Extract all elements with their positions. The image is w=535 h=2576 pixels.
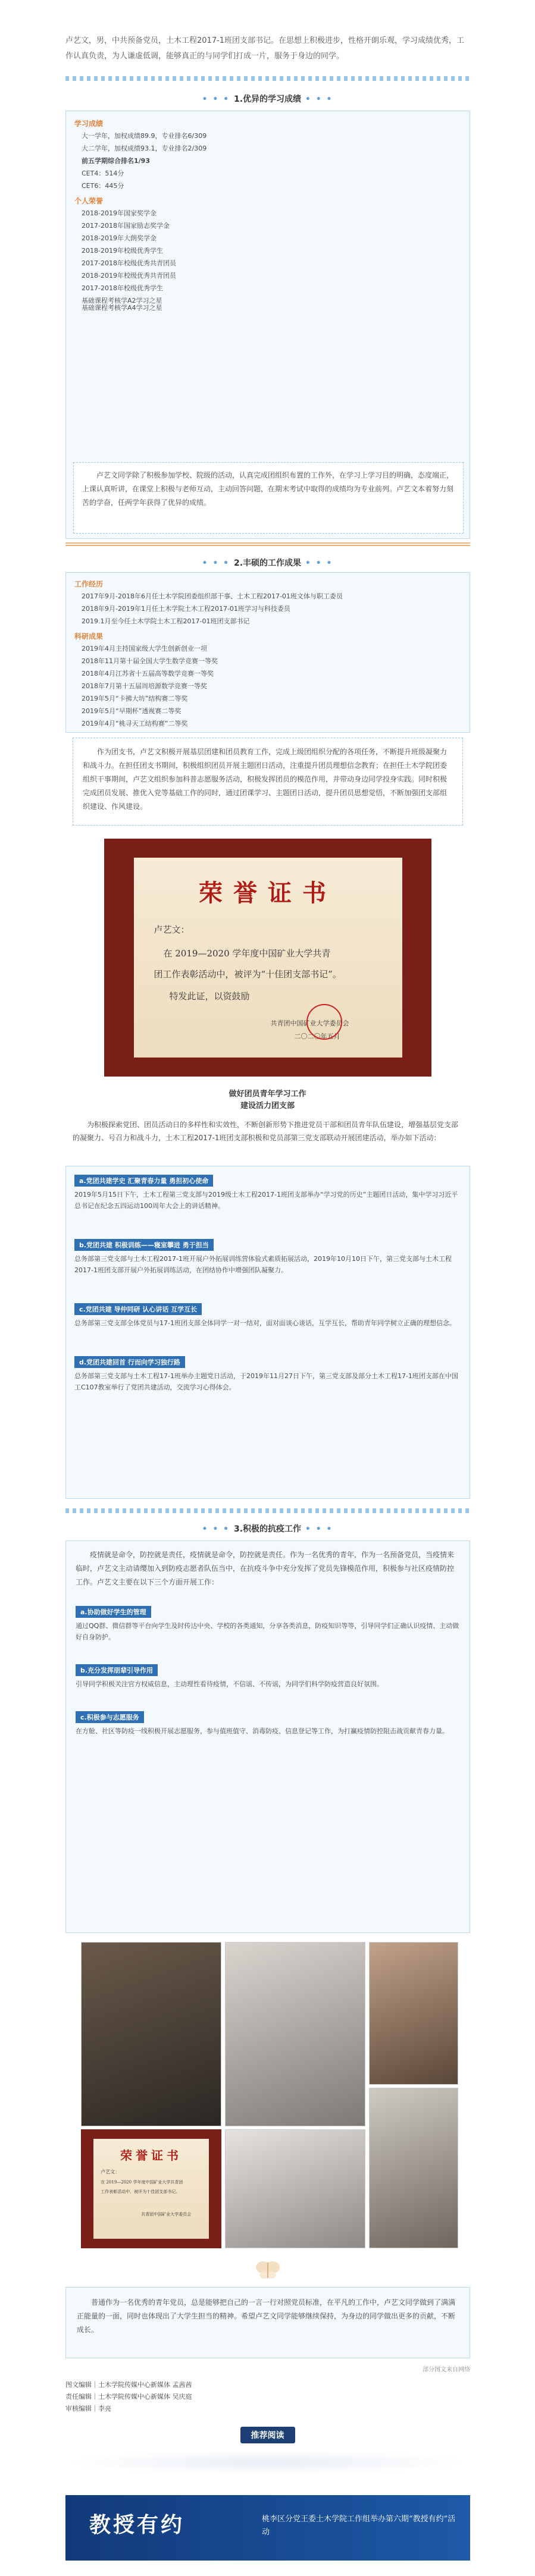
activity-item bbox=[74, 1300, 461, 1329]
section2-panel bbox=[65, 572, 470, 733]
sci-line: 2019年5月“卡拂大坊”结构赛二等奖 bbox=[82, 695, 188, 702]
sci-heading: 科研成果 bbox=[74, 632, 104, 641]
article-title[interactable]: 桃李区分党王委土木学院工作组举办第六期“教授有约”活动 bbox=[262, 2515, 456, 2537]
honor-line: 2018-2019年校级优秀共青团员 bbox=[82, 272, 176, 280]
certificate-paper bbox=[134, 858, 402, 1058]
section3-title: • • • 3.积极的抗疫工作 • • • bbox=[202, 1524, 333, 1534]
study-line: CET6：445分 bbox=[82, 182, 124, 190]
epidemic-heading: c.积极参与志愿服务 bbox=[76, 1711, 144, 1723]
recommend-shadow bbox=[65, 2451, 470, 2474]
certificate-date: 二〇二〇年五月 bbox=[294, 1033, 340, 1040]
certificate-text: 工作表彰活动中，被评为十佳团支部书记。 bbox=[101, 2189, 180, 2194]
epidemic-text: 在方舱、社区等防疫一线积极开展志愿服务，参与值班值守、消毒防疫、信息登记等工作，为打赢疫情防控阻击战贡献青春力量。 bbox=[76, 1727, 449, 1735]
certificate-heading: 荣誉证书 bbox=[199, 879, 337, 907]
volunteer-photo bbox=[369, 2088, 458, 2248]
epidemic-item bbox=[76, 1602, 460, 1643]
credit-line: 责任编辑｜土木学院传媒中心新媒体 吴庆庭 bbox=[65, 2393, 192, 2401]
section2-paragraph-box bbox=[73, 738, 463, 826]
section1-title: • • • 1.优异的学习成绩 • • • bbox=[202, 95, 333, 104]
activity-text: 2019年5月15日下午，土木工程第三党支部与2019级土木工程2017-1班团支部举办“学习党的历史”主题团日活动，集中学习习近平总书记在纪念五四运动100周年大会上的讲话精神。 bbox=[74, 1191, 458, 1210]
section1-paragraph: 卢艺文同学除了积极参加学校、院级的活动，认真完成团组织布置的工作外，在学习上学习目的明确，态度端正，上课认真听讲，在课堂上积极与老师互动，主动回答问题，在期末考试中取得的成绩均为专业前列。卢艺文本着努力刻苦的学奋，任两学年获得了优异的成绩。 bbox=[82, 471, 454, 507]
activity-heading: d.党团共建回首 行而向学习独行路 bbox=[74, 1356, 185, 1368]
study-line: 大二学年，加权成绩93.1，专业排名2/309 bbox=[82, 145, 207, 152]
honor-line: 2017-2018年国家励志奖学金 bbox=[82, 222, 170, 230]
mid-title: 做好团员青年学习工作 建设活力团支部 bbox=[229, 1090, 306, 1110]
volunteer-photo bbox=[81, 1942, 221, 2126]
sci-line: 2018年7月第十五届周培源数学竞赛一等奖 bbox=[82, 682, 207, 690]
credit-line: 图文编辑｜土木学院传媒中心新媒体 孟茜茜 bbox=[65, 2381, 192, 2389]
honor-line: 2018-2019年大朗奖学金 bbox=[82, 234, 157, 242]
study-line: 大一学年，加权成绩89.9，专业排名6/309 bbox=[82, 132, 207, 140]
article-badge: 教授有约 bbox=[89, 2513, 185, 2537]
closing-paragraph: 普通作为一名优秀的青年党员，总是能够把自己的一言一行对照党员标准，在平凡的工作中，卢艺文同学做到了满满正能量的一面，同时也体现出了大学生担当的精神。希望卢艺文同学能够继续保持，为身边的同学做出更多的贡献，不断成长。 bbox=[77, 2298, 456, 2334]
study-heading: 学习成绩 bbox=[74, 120, 104, 128]
epidemic-heading: a.协助做好学生的管理 bbox=[76, 1606, 151, 1618]
recommend-heading bbox=[0, 2427, 535, 2443]
credits bbox=[65, 2379, 192, 2415]
sci-line: 2018年4月江苏省十五届高等数学竞赛一等奖 bbox=[82, 670, 214, 677]
activities-panel bbox=[65, 1166, 470, 1499]
certificate-issuer: 共青团中国矿业大学委员会 bbox=[141, 2212, 192, 2217]
recommend-label: 推荐阅读 bbox=[240, 2427, 295, 2443]
activity-item bbox=[74, 1353, 461, 1393]
certificate-seal-icon bbox=[306, 1004, 342, 1040]
certificate-issuer: 共青团中国矿业大学委员会 bbox=[270, 1019, 349, 1027]
certificate-heading: 荣誉证书 bbox=[120, 2148, 182, 2163]
work-line: 2018年9月-2019年1月任土木学院土木工程2017-01班学习与科技委员 bbox=[82, 605, 290, 613]
wave-divider bbox=[65, 76, 470, 81]
source-note: 部分图文来自网络 bbox=[423, 2367, 470, 2373]
honor-line: 2017-2018年校级优秀共青团员 bbox=[82, 259, 176, 267]
activity-text: 总务部第三党支部与土木工程2017-1班开展户外拓展训练营体验式素质拓展活动，2019年10月10日下午，第三党支部与土木工程2017-1班团支部开展户外拓展训练活动，在团结协作中增强团队凝聚力。 bbox=[74, 1255, 452, 1274]
epidemic-text: 通过QQ群、微信群等平台向学生及时传达中央、学校的各类通知，分享各类消息，防疫知识等等，引导同学们正确认识疫情、主动做好自身防护。 bbox=[76, 1622, 459, 1641]
honor-line: 2018-2019年校级优秀学生 bbox=[82, 247, 163, 255]
section2-title: • • • 2.丰硕的工作成果 • • • bbox=[202, 559, 333, 568]
closing-box bbox=[65, 2287, 470, 2358]
activity-heading: c.党团共建 导仲同研 认心讲话 互学互长 bbox=[74, 1303, 202, 1315]
honor-line: 基础课程考核学A2学习之星 bbox=[82, 297, 162, 305]
activity-heading: b.党团共建 积极训练——寝室攀进 勇于担当 bbox=[74, 1239, 214, 1251]
section2-paragraph: 作为团支书，卢艺文积极开展基层团建和团员教育工作，完成上级团组织分配的各项任务，不断提升班级凝聚力和战斗力。在担任团支书期间，积极组织团员开展主题团日活动，注重提升团员理想信念教育；在担任土木学院团委组织干事期间，卢艺文组织参加科普志愿服务活动，积极发挥团员的模范作用，并带动身边同学投身实践。同时积极完成团员发展、推优入党等基础工作的同时，通过团课学习、主题团日活动，提升团员思想觉悟，不断加强团支部组织建设、作风建设。 bbox=[83, 748, 448, 811]
study-line: 前五学期综合排名1/93 bbox=[82, 157, 150, 165]
activity-text: 总务部第三党支部与土木工程17-1班举办主题党日活动，于2019年11月27日下午，第三党支部及部分土木工程17-1班团支部在中国工C107教室举行了党团共建活动，交流学习心得体会。 bbox=[74, 1372, 458, 1391]
activity-item bbox=[74, 1235, 461, 1276]
activity-item bbox=[74, 1171, 461, 1212]
certificate-image bbox=[104, 839, 431, 1077]
certificate-image bbox=[81, 2129, 221, 2248]
certificate-name: 卢艺文： bbox=[154, 924, 190, 935]
activity-heading: a.党团共建学史 汇聚青春力量 勇担初心使命 bbox=[74, 1175, 213, 1187]
certificate-name: 卢艺文： bbox=[101, 2169, 120, 2175]
certificate-text: 特发此证，以资鼓励 bbox=[169, 991, 250, 1002]
certificate-text: 在 2019—2020 学年度中国矿业大学共青团 bbox=[101, 2180, 183, 2185]
sci-line: 2019年4月“桃寻天工结构赛”二等奖 bbox=[82, 720, 188, 727]
epidemic-item bbox=[76, 1708, 460, 1737]
recommended-article-link[interactable] bbox=[65, 2495, 470, 2561]
epidemic-item bbox=[76, 1661, 460, 1690]
intro-paragraph: 卢艺文，男，中共预备党员，土木工程2017-1班团支部书记。在思想上积极进步，性格开朗乐观，学习成绩优秀，工作认真负责，为人谦虚低调，能够真正的与同学们打成一片，服务于身边的同学。 bbox=[65, 36, 465, 61]
sci-line: 2019年4月主持国家级大学生创新创业一项 bbox=[82, 645, 207, 652]
mid-intro: 为积极探索党团、团员活动日的多样性和实效性，不断创新形势下推进党员干部和团员青年队伍建设，增强基层党支部的凝聚力、号召力和战斗力，土木工程2017-1班团支部积极和党员部第三党支部联动开展团建活动，举办如下活动： bbox=[73, 1121, 459, 1142]
honor-line: 基础课程考核学A4学习之星 bbox=[82, 304, 162, 312]
volunteer-photo bbox=[369, 1942, 458, 2085]
section3-paragraph: 疫情就是命令，防控就是责任，疫情就是命令，防控就是责任。作为一名优秀的青年，作为一名预备党员，当疫情来临时，卢艺文主动请缨加入到防疫志愿者队伍当中，在抗疫斗争中充分发挥了党员先锋模范作用，积极参与社区疫情防控工作。卢艺文主要在以下三个方面开展工作： bbox=[76, 1551, 455, 1586]
credit-line: 审核编辑｜李亮 bbox=[65, 2405, 111, 2412]
honor-line: 2018-2019年国家奖学金 bbox=[82, 209, 157, 217]
wave-divider bbox=[65, 1508, 470, 1513]
epidemic-heading: b.充分发挥朋辈引导作用 bbox=[76, 1664, 158, 1676]
section1-panel bbox=[65, 111, 470, 539]
section1-paragraph-box bbox=[73, 462, 464, 534]
work-line: 2017年9月-2018年6月任土木学院团委组织部干事、土木工程2017-01班文体与职工委员 bbox=[82, 592, 343, 600]
study-list bbox=[66, 111, 471, 314]
honor-line: 2017-2018年校级优秀学生 bbox=[82, 284, 163, 292]
certificate-text: 团工作表彰活动中，被评为“十佳团支部书记”。 bbox=[154, 969, 342, 980]
sci-line: 2018年11月第十届全国大学生数学竞赛一等奖 bbox=[82, 657, 218, 665]
activity-text: 总务部第三党支部全体党员与17-1班团支部全体同学一对一结对，面对面谈心谈话，互学互长，帮助青年同学树立正确的理想信念。 bbox=[74, 1319, 456, 1327]
certificate-paper bbox=[93, 2139, 209, 2239]
sci-line: 2019年5月“早期杯”透视赛二等奖 bbox=[82, 707, 182, 715]
work-heading: 工作经历 bbox=[74, 580, 104, 588]
honor-heading: 个人荣誉 bbox=[74, 197, 104, 205]
butterfly-icon bbox=[255, 2259, 281, 2280]
section3-panel bbox=[65, 1540, 470, 1933]
volunteer-photo bbox=[225, 2129, 365, 2248]
study-line: CET4：514分 bbox=[82, 170, 124, 177]
epidemic-text: 引导同学积极关注官方权威信息，主动理性看待疫情，不信谣、不传谣，为同学们科学防疫营造良好氛围。 bbox=[76, 1680, 383, 1688]
bar-divider bbox=[65, 542, 470, 546]
certificate-text: 在 2019—2020 学年度中国矿业大学共青 bbox=[163, 948, 331, 959]
volunteer-photo bbox=[225, 1942, 365, 2126]
work-line: 2019.1月至今任土木学院土木工程2017-01班团支部书记 bbox=[82, 617, 250, 625]
